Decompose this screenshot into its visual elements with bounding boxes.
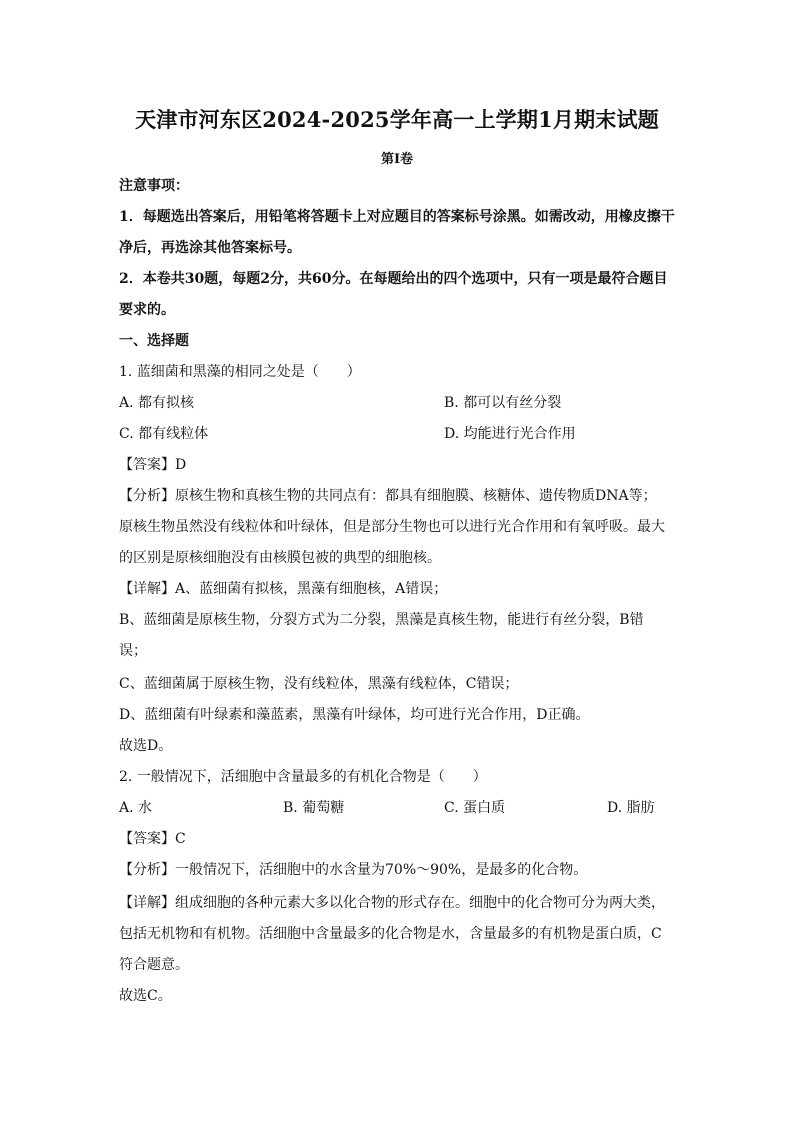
question-2-option-a: A. 水 — [119, 800, 153, 816]
question-2-conclusion: 故选C。 — [119, 988, 172, 1004]
question-1-analysis-line: 【分析】原核生物和真核生物的共同点有：都具有细胞膜、核糖体、遗传物质DNA等； — [119, 488, 657, 504]
question-1-analysis-line: 的区别是原核细胞没有由核膜包被的典型的细胞核。 — [119, 550, 441, 566]
question-2-detail-line: 包括无机物和有机物。活细胞中含量最多的化合物是水，含量最多的有机物是蛋白质，C — [119, 926, 662, 942]
question-1-stem: 1. 蓝细菌和黑藻的相同之处是（ ） — [119, 364, 361, 380]
question-1-conclusion: 故选D。 — [119, 738, 173, 754]
document-title: 天津市河东区2024-2025学年高一上学期1月期末试题 — [135, 107, 659, 132]
question-2-option-c: C. 蛋白质 — [444, 800, 506, 816]
question-1-detail-line: 【详解】A、蓝细菌有拟核，黑藻有细胞核，A错误； — [119, 581, 448, 597]
question-2-answer: 【答案】C — [119, 831, 186, 847]
question-2-detail-line: 符合题意。 — [119, 957, 189, 973]
notice-item-2-line-2: 要求的。 — [119, 302, 175, 318]
question-1-analysis-line: 原核生物虽然没有线粒体和叶绿体，但是部分生物也可以进行光合作用和有氧呼吸。最大 — [119, 519, 665, 535]
question-2-option-d: D. 脂肪 — [607, 800, 655, 816]
section-heading: 一、选择题 — [119, 333, 189, 349]
question-1-detail-line: 误； — [119, 643, 147, 659]
question-1-option-c: C. 都有线粒体 — [119, 426, 209, 442]
question-2-stem: 2. 一般情况下，活细胞中含量最多的有机化合物是（ ） — [119, 769, 487, 785]
question-1-answer: 【答案】D — [119, 457, 187, 473]
volume-label: 第I卷 — [380, 152, 414, 167]
question-2-detail-line: 【详解】组成细胞的各种元素大多以化合物的形式存在。细胞中的化合物可分为两大类， — [119, 895, 665, 911]
question-1-option-b: B. 都可以有丝分裂 — [444, 395, 562, 411]
question-1-detail-line: B、蓝细菌是原核生物，分裂方式为二分裂，黑藻是真核生物，能进行有丝分裂，B错 — [119, 612, 644, 628]
notice-heading: 注意事项： — [119, 178, 189, 194]
notice-item-2-line-1: 2．本卷共30题，每题2分，共60分。在每题给出的四个选项中，只有一项是最符合题目 — [119, 271, 668, 287]
question-2-analysis-line: 【分析】一般情况下，活细胞中的水含量为70%～90%，是最多的化合物。 — [119, 862, 588, 878]
question-1-option-d: D. 均能进行光合作用 — [444, 426, 576, 442]
notice-item-1-line-2: 净后，再选涂其他答案标号。 — [119, 240, 301, 256]
question-1-option-a: A. 都有拟核 — [119, 395, 195, 411]
question-1-detail-line: C、蓝细菌属于原核生物，没有线粒体，黑藻有线粒体，C错误； — [119, 676, 519, 692]
question-1-detail-line: D、蓝细菌有叶绿素和藻蓝素，黑藻有叶绿体，均可进行光合作用，D正确。 — [119, 707, 590, 723]
notice-item-1-line-1: 1．每题选出答案后，用铅笔将答题卡上对应题目的答案标号涂黑。如需改动，用橡皮擦干 — [119, 209, 675, 225]
question-2-option-b: B. 葡萄糖 — [283, 800, 345, 816]
